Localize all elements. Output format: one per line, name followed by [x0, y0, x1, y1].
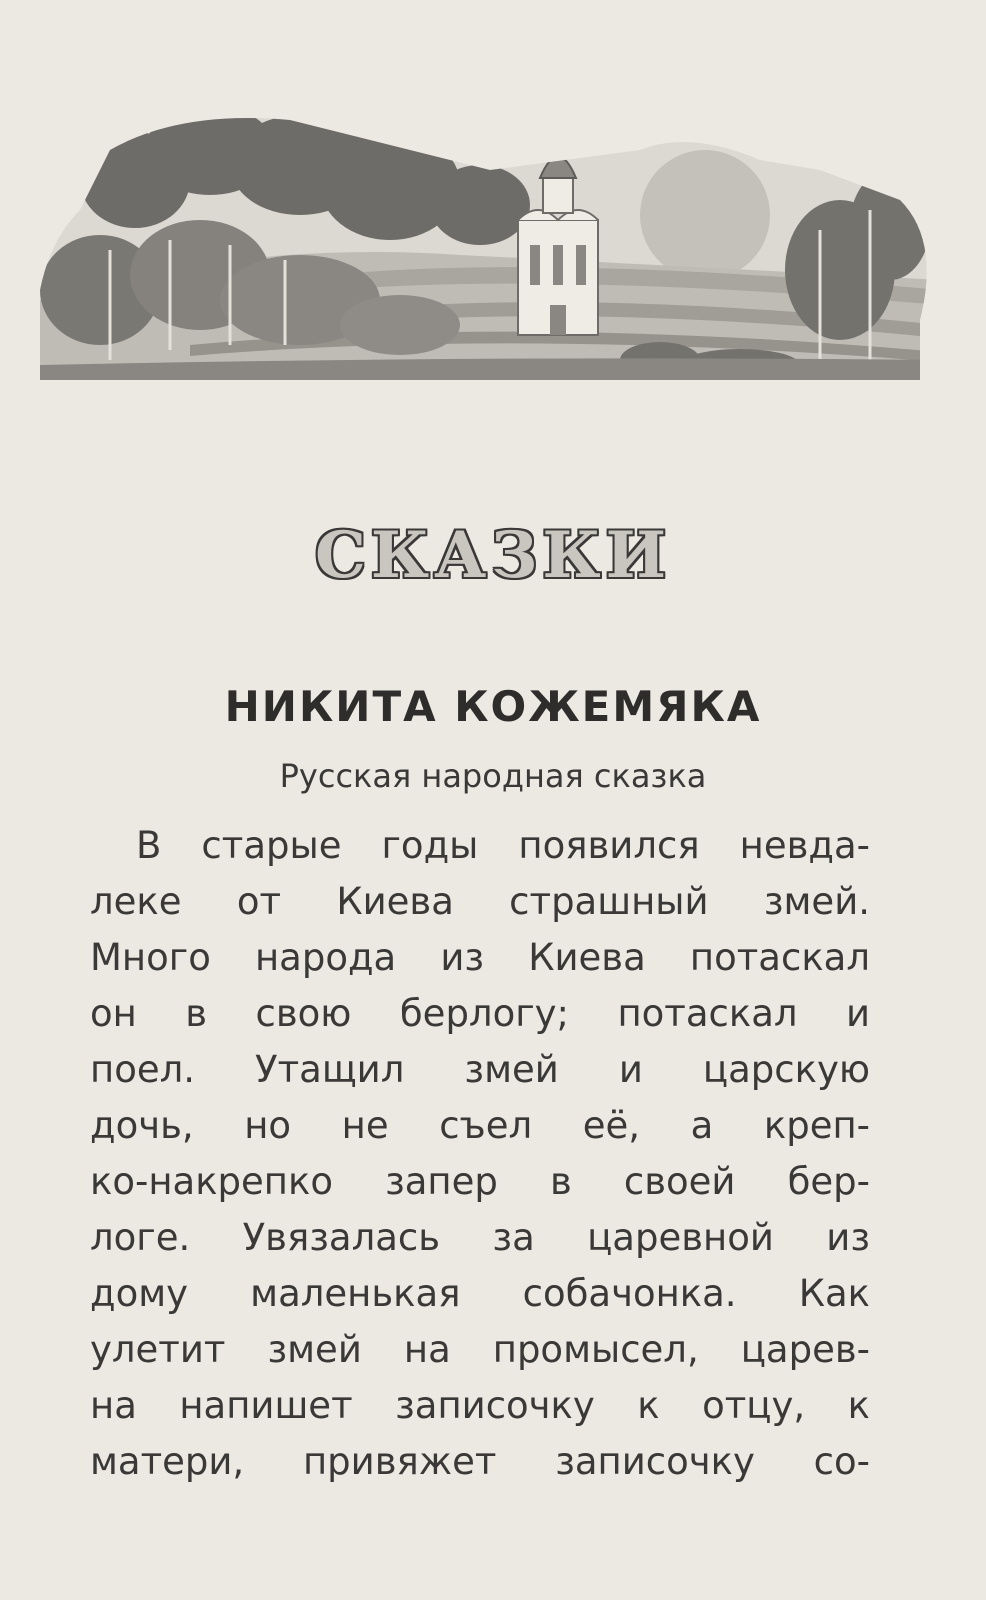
text-line: матери, привяжет записочку со- [90, 1440, 870, 1483]
text-line: логе. Увязалась за царевной из [90, 1216, 870, 1259]
story-title: НИКИТА КОЖЕМЯКА [224, 682, 762, 731]
text-line: дочь, но не съел её, а креп- [90, 1104, 870, 1147]
text-line: на напишет записочку к отцу, к [90, 1384, 870, 1427]
text-line: поел. Утащил змей и царскую [90, 1048, 870, 1091]
landscape-with-church-illustration [40, 90, 940, 395]
text-line: улетит змей на промысел, царев- [90, 1328, 870, 1371]
text-line: леке от Киева страшный змей. [90, 880, 870, 923]
text-line: он в свою берлогу; потаскал и [90, 992, 870, 1035]
text-line: В старые годы появился невда- [136, 824, 870, 867]
story-subtitle: Русская народная сказка [279, 757, 707, 795]
story-text [90, 818, 870, 1490]
text-line: дому маленькая собачонка. Как [90, 1272, 870, 1315]
text-line: Много народа из Киева потаскал [90, 936, 870, 979]
text-line: ко-накрепко запер в своей бер- [90, 1160, 870, 1203]
sun-icon [640, 150, 770, 280]
section-title: СКАЗКИ [314, 518, 672, 593]
